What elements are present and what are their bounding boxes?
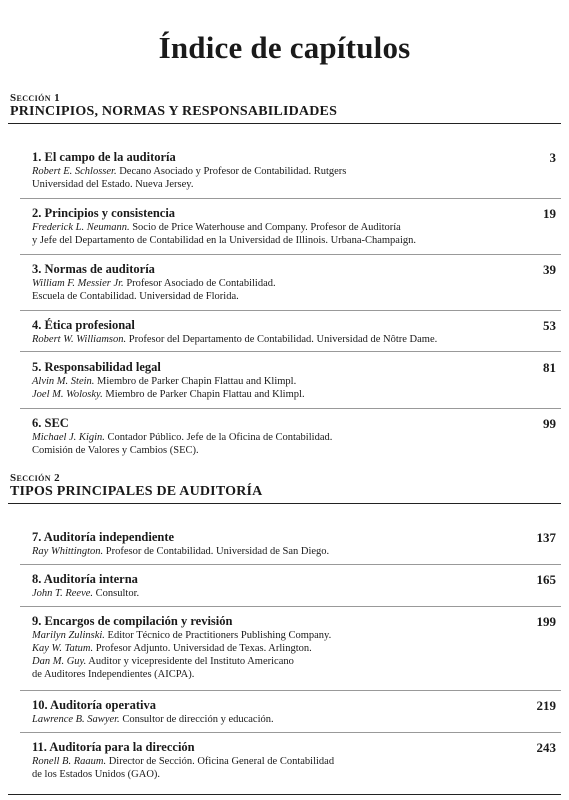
author-line	[32, 290, 556, 303]
author-affiliation: Director de Sección. Oficina General de Contabilidad	[106, 756, 335, 767]
bottom-rule	[8, 794, 561, 795]
chapter-title: 8. Auditoría interna	[32, 572, 138, 586]
page-number: 19	[543, 206, 556, 221]
toc-entry	[32, 416, 556, 457]
author-line	[32, 444, 556, 457]
section-rule	[8, 123, 561, 124]
author-name: Marilyn Zulinski.	[32, 630, 105, 641]
author-name: Joel M. Wolosky.	[32, 389, 103, 400]
section-label: Sección 2	[10, 472, 60, 484]
author-name: John T. Reeve.	[32, 588, 94, 599]
page-number: 39	[543, 262, 556, 277]
author-line	[32, 333, 556, 346]
chapter-title: 6. SEC	[32, 416, 69, 430]
chapter-title: 4. Ética profesional	[32, 318, 135, 332]
author-affiliation: Editor Técnico de Practitioners Publishing Company.	[104, 630, 332, 641]
section-label: Sección 1	[10, 92, 60, 104]
author-line	[32, 668, 556, 681]
toc-entry	[32, 740, 556, 781]
page-number: 99	[543, 416, 556, 431]
entry-divider	[20, 690, 561, 691]
author-line	[32, 165, 556, 178]
entry-divider	[20, 198, 561, 199]
entry-divider	[20, 310, 561, 311]
toc-entry	[32, 150, 556, 191]
author-line	[32, 655, 556, 668]
author-affiliation: de los Estados Unidos (GAO).	[32, 769, 161, 780]
toc-entry	[32, 206, 556, 247]
chapter-title: 2. Principios y consistencia	[32, 206, 176, 220]
author-line	[32, 234, 556, 247]
author-name: Kay W. Tatum.	[32, 643, 94, 654]
author-line	[32, 587, 556, 600]
author-affiliation: Consultor de dirección y educación.	[119, 714, 274, 725]
section-title: PRINCIPIOS, NORMAS Y RESPONSABILIDADES	[10, 104, 338, 119]
toc-entry	[32, 262, 556, 303]
section-rule	[8, 503, 561, 504]
entry-divider	[20, 606, 561, 607]
author-affiliation: Universidad del Estado. Nueva Jersey.	[32, 179, 194, 190]
author-affiliation: Profesor del Departamento de Contabilidad. Universidad de Nôtre Dame.	[126, 334, 438, 345]
entry-divider	[20, 254, 561, 255]
toc-entry	[32, 614, 556, 681]
author-name: Robert E. Schlosser.	[32, 166, 117, 177]
chapter-title: 10. Auditoría operativa	[32, 698, 156, 712]
author-line	[32, 768, 556, 781]
author-line	[32, 375, 556, 388]
author-name: Ronell B. Raaum.	[32, 756, 107, 767]
author-affiliation: y Jefe del Departamento de Contabilidad en la Universidad de Illinois. Urbana-Champaign.	[32, 235, 417, 246]
author-name: Frederick L. Neumann.	[32, 222, 130, 233]
author-affiliation: Consultor.	[93, 588, 140, 599]
page-number: 165	[536, 572, 556, 587]
toc-entry	[32, 572, 556, 600]
author-affiliation: Profesor Asociado de Contabilidad.	[123, 278, 276, 289]
author-name: Michael J. Kigin.	[32, 432, 105, 443]
toc-entry	[32, 318, 556, 346]
author-line	[32, 388, 556, 401]
author-line	[32, 431, 556, 444]
author-line	[32, 178, 556, 191]
entry-divider	[20, 564, 561, 565]
author-line	[32, 277, 556, 290]
page-number: 81	[543, 360, 556, 375]
author-name: Lawrence B. Sawyer.	[32, 714, 120, 725]
author-line	[32, 642, 556, 655]
author-name: Alvin M. Stein.	[32, 376, 95, 387]
chapter-title: 1. El campo de la auditoría	[32, 150, 176, 164]
author-name: William F. Messier Jr.	[32, 278, 124, 289]
page-number: 53	[543, 318, 556, 333]
author-affiliation: Profesor Adjunto. Universidad de Texas. Arlington.	[93, 643, 312, 654]
entry-divider	[20, 732, 561, 733]
chapter-title: 3. Normas de auditoría	[32, 262, 155, 276]
chapter-title: 9. Encargos de compilación y revisión	[32, 614, 233, 628]
author-affiliation: Comisión de Valores y Cambios (SEC).	[32, 445, 199, 456]
author-affiliation: Miembro de Parker Chapin Flattau and Klimpl.	[94, 376, 297, 387]
page-number: 3	[549, 150, 556, 165]
page-title: Índice de capítulos	[158, 30, 411, 65]
author-affiliation: Socio de Price Waterhouse and Company. Profesor de Auditoría	[129, 222, 401, 233]
page-number: 199	[536, 614, 556, 629]
section-title: TIPOS PRINCIPALES DE AUDITORÍA	[10, 484, 263, 499]
page-number: 219	[536, 698, 556, 713]
author-affiliation: de Auditores Independientes (AICPA).	[32, 669, 195, 680]
page-number: 243	[536, 740, 556, 755]
toc-entry	[32, 698, 556, 726]
author-affiliation: Profesor de Contabilidad. Universidad de San Diego.	[103, 546, 330, 557]
chapter-title: 5. Responsabilidad legal	[32, 360, 161, 374]
entry-divider	[20, 351, 561, 352]
author-name: Dan M. Guy.	[32, 656, 87, 667]
toc-entry	[32, 530, 556, 558]
author-name: Ray Whittington.	[32, 546, 104, 557]
chapter-title: 7. Auditoría independiente	[32, 530, 175, 544]
toc-entry	[32, 360, 556, 401]
author-affiliation: Decano Asociado y Profesor de Contabilidad. Rutgers	[116, 166, 347, 177]
author-name: Robert W. Williamson.	[32, 334, 127, 345]
author-affiliation: Contador Público. Jefe de la Oficina de Contabilidad.	[104, 432, 333, 443]
chapter-title: 11. Auditoría para la dirección	[32, 740, 195, 754]
author-line	[32, 629, 556, 642]
author-affiliation: Auditor y vicepresidente del Instituto Americano	[86, 656, 294, 667]
entry-divider	[20, 408, 561, 409]
author-affiliation: Miembro de Parker Chapin Flattau and Klimpl.	[102, 389, 305, 400]
author-line	[32, 545, 556, 558]
author-line	[32, 221, 556, 234]
author-line	[32, 713, 556, 726]
author-affiliation: Escuela de Contabilidad. Universidad de Florida.	[32, 291, 239, 302]
page-number: 137	[536, 530, 556, 545]
author-line	[32, 755, 556, 768]
